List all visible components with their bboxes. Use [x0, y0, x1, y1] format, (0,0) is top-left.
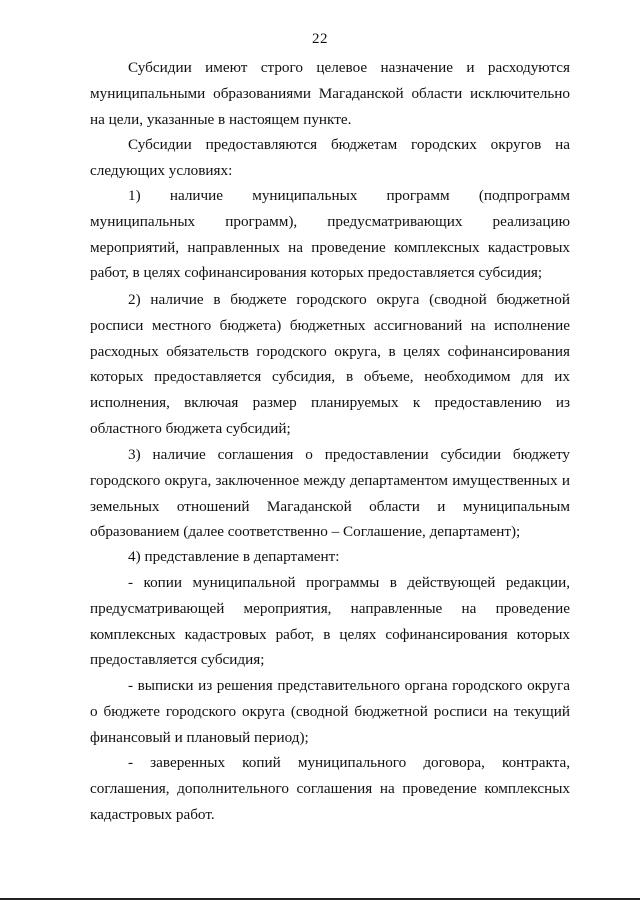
bottom-border-line	[0, 898, 640, 900]
page-number: 22	[312, 31, 328, 47]
paragraph-conditions-intro: Субсидии предоставляются бюджетам городских округов на следующих условиях:	[90, 136, 570, 179]
paragraph-condition-1: 1) наличие муниципальных программ (подпрограмм муниципальных программ), предусматривающих реализацию мероприятий, направленных на проведение комплексных кадастровых работ, в целях софинансирования которых предоставляется субсидия;	[90, 187, 570, 282]
paragraph-item-program-copy: - копии муниципальной программы в действующей редакции, предусматривающей мероприятия, направленные на проведение комплексных кадастровых работ, в целях софинансирования которых предоставляется субсидия;	[90, 574, 570, 669]
paragraph-item-contract-copies: - заверенных копий муниципального договора, контракта, соглашения, дополнительного соглашения на проведение комплексных кадастровых работ.	[90, 754, 570, 823]
paragraph-condition-4: 4) представление в департамент:	[128, 548, 340, 565]
paragraph-item-budget-extract: - выписки из решения представительного органа городского округа о бюджете городского округа (сводной бюджетной росписи на текущий финансовый и плановый период);	[90, 677, 570, 746]
paragraph-subsidy-purpose: Субсидии имеют строго целевое назначение и расходуются муниципальными образованиями Магаданской области исключительно на цели, указанные в настоящем пункте.	[90, 59, 570, 128]
paragraph-condition-3: 3) наличие соглашения о предоставлении субсидии бюджету городского округа, заключенное между департаментом имущественных и земельных отношений Магаданской области и муниципальным образованием (далее соответственно – Соглашение, департамент);	[90, 446, 570, 541]
paragraph-condition-2: 2) наличие в бюджете городского округа (сводной бюджетной росписи местного бюджета) бюджетных ассигнований на исполнение расходных обязательств городского округа, в целях софинансирования которых предоставляется субсидия, в объеме, необходимом для их исполнения, включая размер планируемых к предоставлению из областного бюджета субсидий;	[90, 291, 570, 437]
